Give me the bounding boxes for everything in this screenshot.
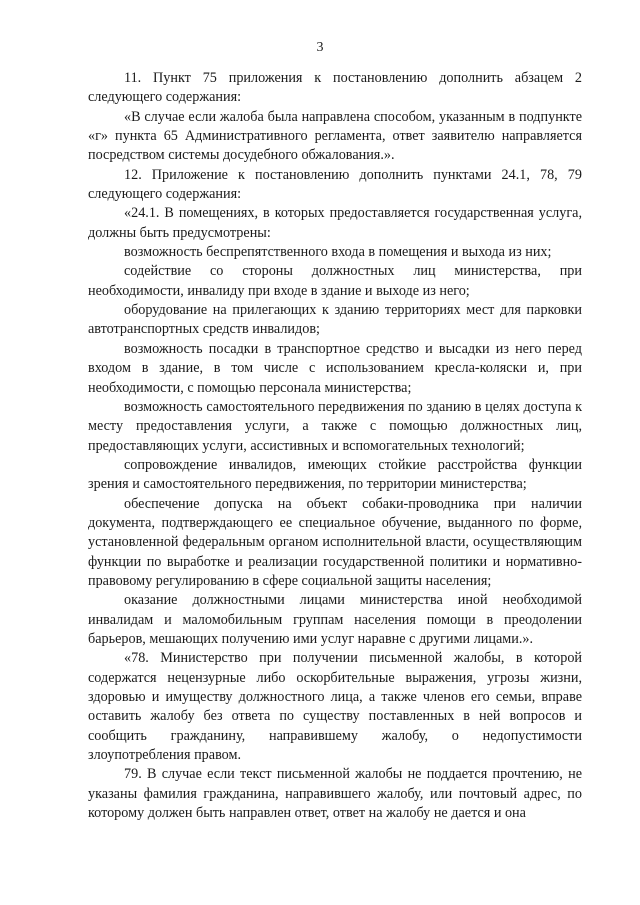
list-item: оборудование на прилегающих к зданию территориях мест для парковки автотранспортных средств инвалидов;	[88, 302, 582, 338]
quoted-paragraph-appeal-system: «В случае если жалоба была направлена способом, указанным в подпункте «г» пункта 65 Административного регламента, ответ заявителю направляется посредством системы досудебного обжалования.».	[88, 108, 582, 164]
list-item: возможность самостоятельного передвижения по зданию в целях доступа к месту предоставления услуги, а также с помощью должностных лиц, предоставляющих услуги, ассистивных и вспомогательных технологий;	[88, 398, 582, 454]
list-item: оказание должностными лицами министерства иной необходимой инвалидам и маломобильным группам населения помощи в преодолении барьеров, мешающих получению ими услуг наравне с другими лицами.».	[88, 592, 582, 647]
list-item: сопровождение инвалидов, имеющих стойкие расстройства функции зрения и самостоятельного передвижения, по территории министерства;	[88, 456, 582, 493]
list-item: возможность беспрепятственного входа в помещения и выхода из них;	[124, 244, 552, 261]
paragraph-79: 79. В случае если текст письменной жалобы не поддается прочтению, не указаны фамилия гражданина, направившего жалобу, или почтовый адрес, по которому должен быть направлен ответ, ответ на жалобу не дается и она	[88, 766, 582, 822]
page-number: 3	[316, 40, 324, 55]
paragraph-item-12: 12. Приложение к постановлению дополнить пунктами 24.1, 78, 79 следующего содержания:	[88, 166, 582, 203]
list-item: содействие со стороны должностных лиц министерства, при необходимости, инвалиду при входе в здание и выходе из него;	[88, 263, 582, 299]
document-body	[88, 69, 582, 823]
quoted-paragraph-78: «78. Министерство при получении письменной жалобы, в которой содержатся нецензурные либо оскорбительные выражения, угрозы жизни, здоровью и имуществу должностного лица, а также членов его семьи, вправе оставить жалобу без ответа по существу поставленных в ней вопросов и сообщить гражданину, направившему жалобу, о недопустимости злоупотребления правом.	[88, 650, 582, 764]
list-item: обеспечение допуска на объект собаки-проводника при наличии документа, подтверждающего ее специальное обучение, выданного по форме, установленной федеральным органом исполнительной власти, осуществляющим функции по выработке и реализации государственной политики и нормативно-правовому регулированию в сфере социальной защиты населения;	[88, 495, 582, 589]
paragraph-item-11: 11. Пункт 75 приложения к постановлению дополнить абзацем 2 следующего содержания:	[88, 70, 582, 106]
list-item: возможность посадки в транспортное средство и высадки из него перед входом в здание, в том числе с использованием кресла-коляски и, при необходимости, с помощью персонала министерства;	[88, 340, 582, 396]
quoted-paragraph-24-1: «24.1. В помещениях, в которых предоставляется государственная услуга, должны быть предусмотрены:	[88, 205, 582, 241]
